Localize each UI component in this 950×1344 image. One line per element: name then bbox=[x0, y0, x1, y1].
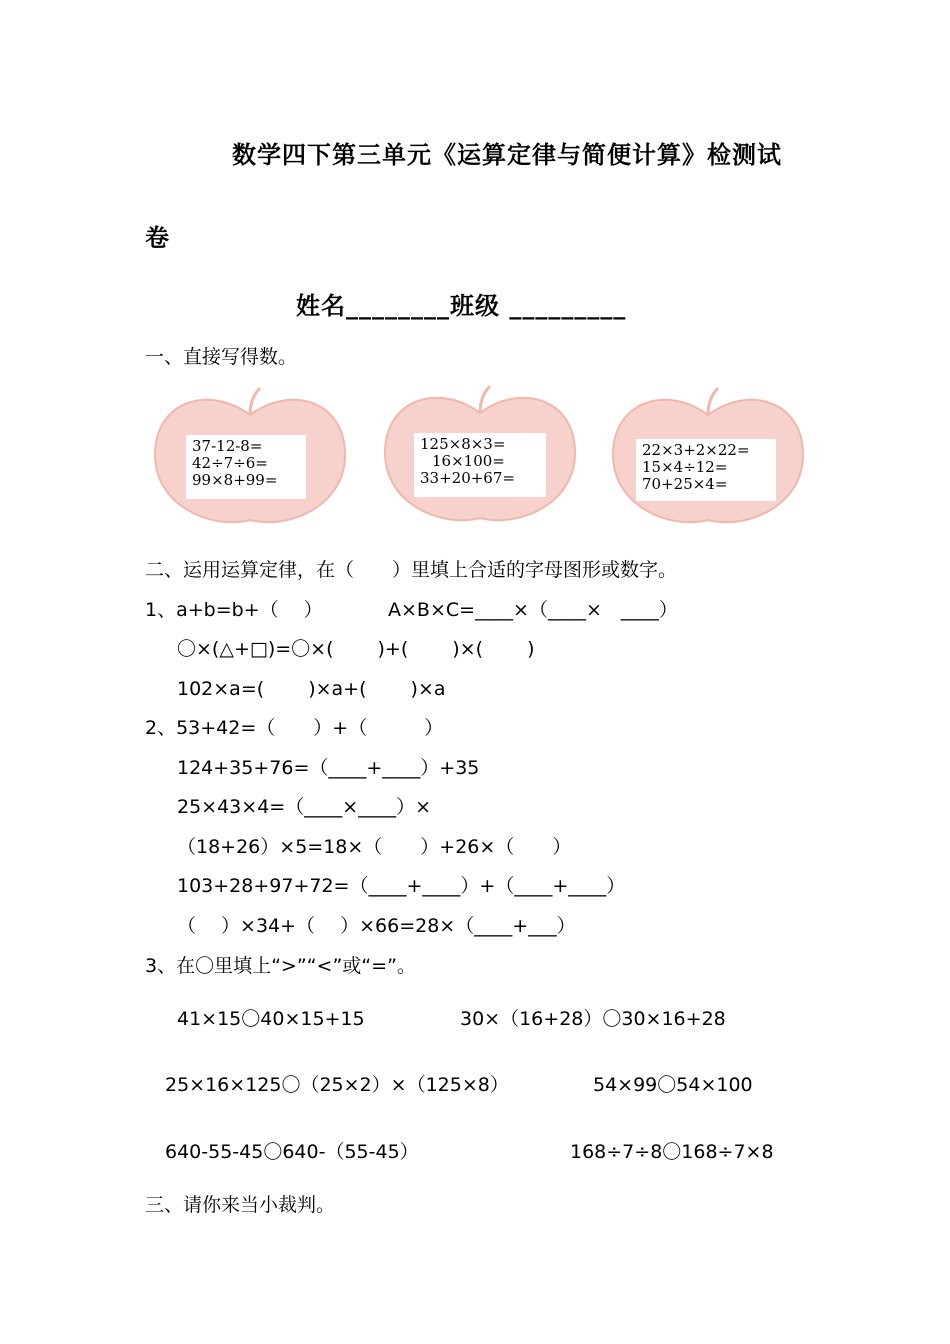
apple-1-line-1: 37-12-8= bbox=[192, 437, 263, 455]
q3-row-3-left: 640-55-45〇640-（55-45） bbox=[165, 1141, 419, 1163]
apple-card-1-text bbox=[186, 435, 306, 499]
apple-card-3 bbox=[608, 385, 808, 535]
section-2-heading: 二、运用运算定律，在（ ）里填上合适的字母图形或数字。 bbox=[145, 559, 678, 581]
q2-line-d: （18+26）×5=18×（ ）+26×（ ） bbox=[177, 836, 572, 858]
q3-row-1-left: 41×15〇40×15+15 bbox=[177, 1008, 365, 1030]
section-3-heading: 三、请你来当小裁判。 bbox=[145, 1194, 336, 1216]
apple-2-line-2: 16×100= bbox=[432, 452, 505, 470]
q1-line-c: 〇×(△+□)=〇×( )+( )×( ) bbox=[177, 638, 535, 660]
apple-card-2 bbox=[380, 383, 580, 533]
q3-row-2-left: 25×16×125〇（25×2）×（125×8） bbox=[165, 1074, 509, 1096]
apple-1-line-3: 99×8+99= bbox=[192, 471, 278, 489]
q2-line-a: 2、53+42=（ ）+（ ） bbox=[145, 717, 444, 739]
apple-3-line-3: 70+25×4= bbox=[642, 475, 728, 493]
q3-row-3-right: 168÷7÷8〇168÷7×8 bbox=[570, 1141, 774, 1163]
q2-line-f: （ ）×34+（ ）×66=28×（____+___） bbox=[177, 915, 576, 937]
apple-1-line-2: 42÷7÷6= bbox=[192, 454, 268, 472]
q2-line-b: 124+35+76=（____+____）+35 bbox=[177, 757, 480, 779]
apple-3-line-1: 22×3+2×22= bbox=[642, 441, 750, 459]
section-1-heading: 一、直接写得数。 bbox=[145, 346, 298, 368]
q3-heading: 3、在〇里填上“>”“<”或“=”。 bbox=[145, 955, 416, 977]
q2-line-c: 25×43×4=（____×____）× bbox=[177, 796, 432, 818]
q3-row-2-right: 54×99〇54×100 bbox=[593, 1074, 753, 1096]
title-line-2: 卷 bbox=[145, 224, 170, 252]
apple-3-line-2: 15×4÷12= bbox=[642, 458, 728, 476]
apple-card-3-text bbox=[636, 439, 776, 501]
name-class-line: 姓名________班级 _________ bbox=[296, 292, 627, 320]
q1-line-a: 1、a+b=b+（ ） bbox=[145, 599, 323, 621]
q3-row-1-right: 30×（16+28）〇30×16+28 bbox=[460, 1008, 726, 1030]
apple-2-line-1: 125×8×3= bbox=[420, 435, 506, 453]
apple-card-2-text bbox=[414, 433, 546, 497]
apple-2-line-3: 33+20+67= bbox=[420, 469, 515, 487]
q1-line-d: 102×a=( )×a+( )×a bbox=[177, 678, 446, 700]
q1-line-b: A×B×C=____×（____× ____） bbox=[388, 599, 678, 621]
title-line-1: 数学四下第三单元《运算定律与简便计算》检测试 bbox=[232, 141, 782, 169]
q2-line-e: 103+28+97+72=（____+____）+（____+____） bbox=[177, 875, 626, 897]
apple-card-1 bbox=[150, 385, 350, 535]
